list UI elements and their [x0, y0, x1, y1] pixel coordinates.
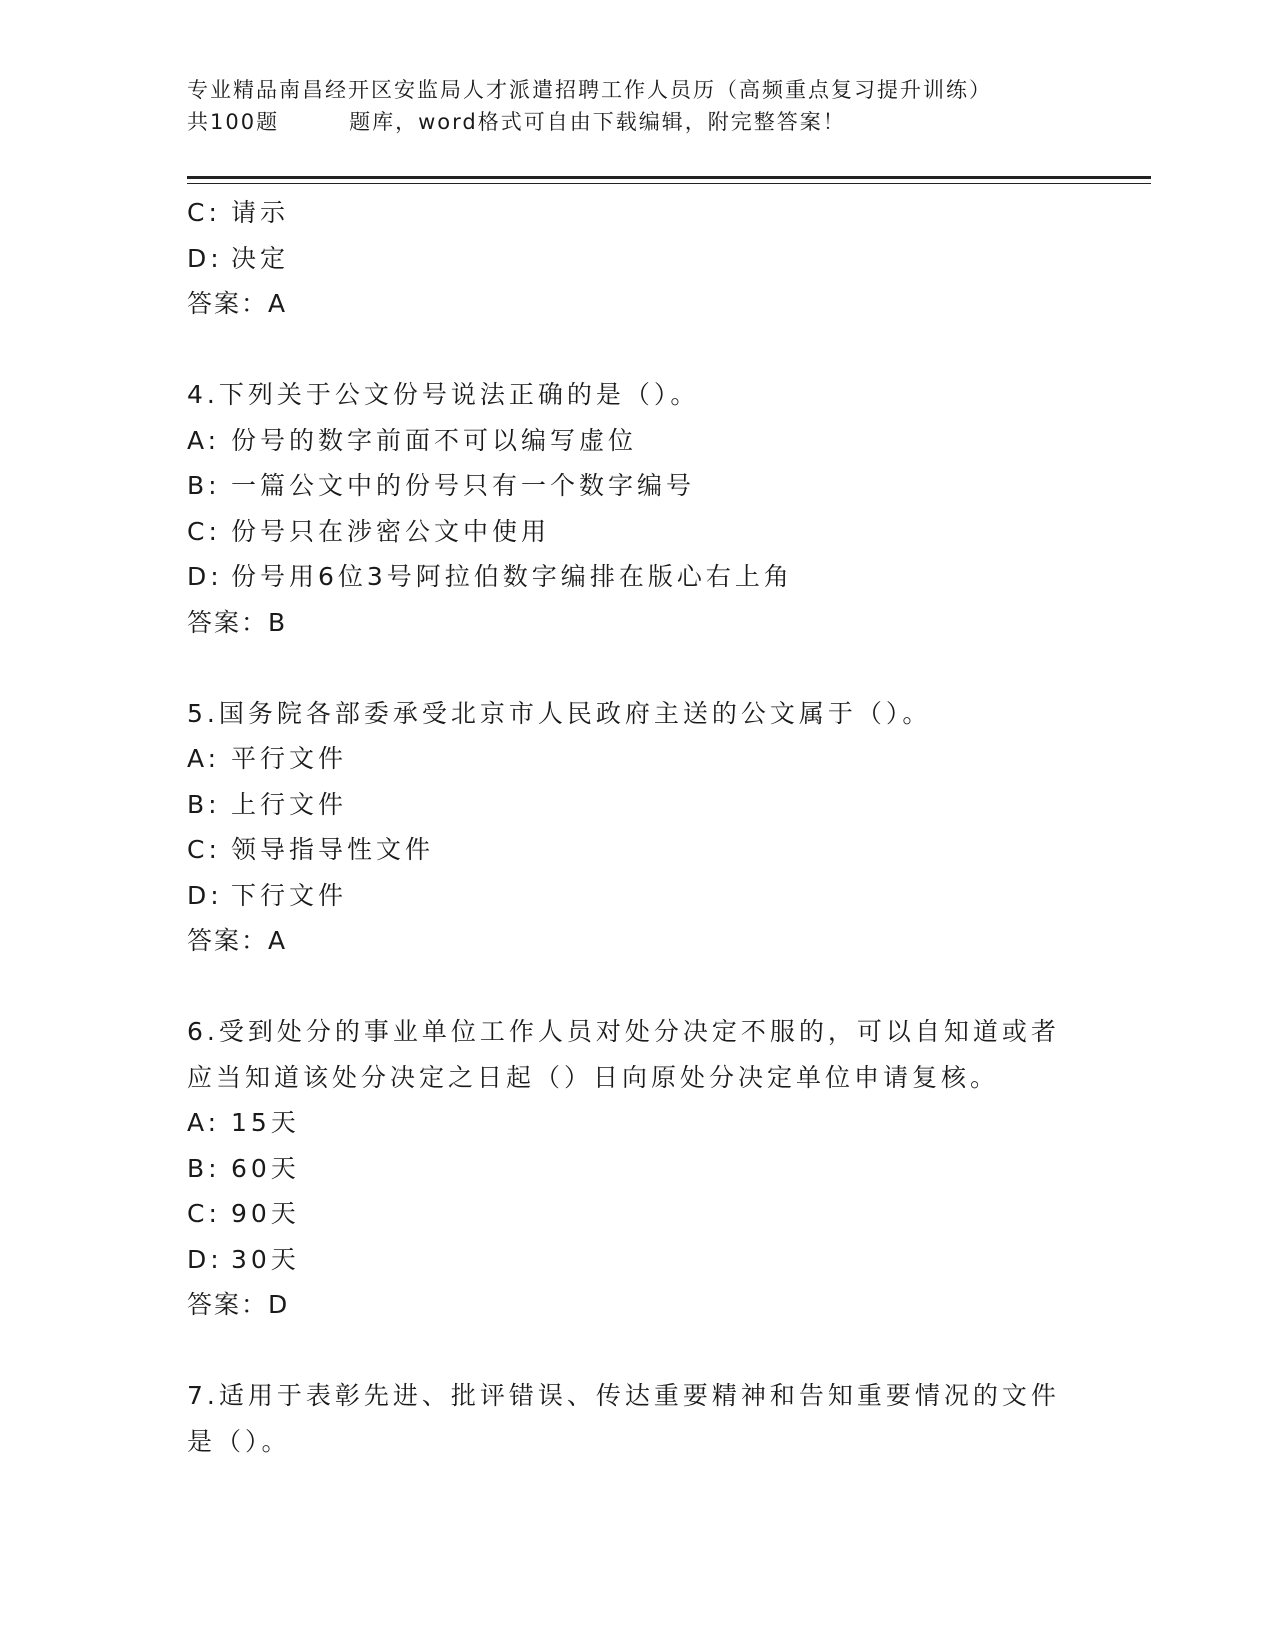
option-label: C: [187, 835, 221, 864]
option-label: A: [187, 1108, 221, 1137]
q4-option-b [187, 463, 1087, 509]
option-label: A: [187, 744, 221, 773]
q7-title-line2: 是（）。 [187, 1426, 291, 1456]
header-title: 专业精品南昌经开区安监局人才派遣招聘工作人员历（高频重点复习提升训练） [187, 78, 992, 102]
q4-option-a [187, 418, 1087, 464]
q3-option-c [187, 190, 1087, 236]
header-divider-thick [187, 176, 1151, 179]
q3-option-d [187, 236, 1087, 282]
q5-option-c [187, 827, 1087, 873]
q6-title-line1: 6.受到处分的事业单位工作人员对处分决定不服的，可以自知道或者 [187, 1017, 1060, 1046]
option-text: 份号只在涉密公文中使用 [231, 516, 551, 546]
option-text: 60天 [231, 1153, 300, 1183]
header-subtitle [187, 106, 1087, 138]
q5-title: 5.国务院各部委承受北京市人民政府主送的公文属于（）。 [187, 698, 932, 728]
option-text: 请示 [231, 198, 290, 227]
option-text: 份号的数字前面不可以编写虚位 [231, 425, 638, 455]
option-label: A: [187, 425, 221, 455]
option-text: 一篇公文中的份号只有一个数字编号 [231, 471, 696, 500]
option-label: C: [187, 1199, 221, 1228]
q5-answer: 答案：A [187, 926, 288, 955]
option-label: B: [187, 1153, 221, 1183]
q6-option-a [187, 1100, 1087, 1146]
q5-option-b [187, 782, 1087, 828]
option-text: 15天 [231, 1108, 300, 1137]
option-text: 领导指导性文件 [231, 835, 435, 864]
q4-option-c [187, 509, 1087, 555]
q6-title-line2: 应当知道该处分决定之日起（）日向原处分决定单位申请复核。 [187, 1062, 1000, 1092]
option-text: 上行文件 [231, 789, 348, 819]
document-header [187, 74, 1087, 138]
option-text: 份号用6位3号阿拉伯数字编排在版心右上角 [231, 562, 793, 591]
option-label: D: [187, 243, 223, 273]
header-count: 共100题 [187, 110, 280, 134]
q7-title-line1: 7.适用于表彰先进、批评错误、传达重要精神和告知重要情况的文件 [187, 1381, 1060, 1410]
option-text: 下行文件 [231, 880, 348, 910]
option-text: 90天 [231, 1199, 300, 1228]
q6-option-b [187, 1146, 1087, 1192]
header-note: 题库，word格式可自由下载编辑，附完整答案！ [349, 110, 846, 134]
option-label: B: [187, 471, 221, 500]
q4-answer: 答案：B [187, 607, 288, 637]
option-label: C: [187, 198, 221, 227]
q6-answer: 答案：D [187, 1290, 290, 1319]
option-label: B: [187, 789, 221, 819]
header-divider-thin [187, 183, 1151, 184]
option-label: D: [187, 562, 223, 591]
q4-option-d [187, 554, 1087, 600]
q5-option-a [187, 736, 1087, 782]
option-label: D: [187, 880, 223, 910]
option-text: 平行文件 [231, 744, 348, 773]
option-label: D: [187, 1244, 223, 1274]
q4-title: 4.下列关于公文份号说法正确的是（）。 [187, 380, 700, 409]
q6-option-c [187, 1191, 1087, 1237]
q5-option-d [187, 873, 1087, 919]
q6-option-d [187, 1237, 1087, 1283]
option-text: 30天 [231, 1244, 300, 1274]
option-label: C: [187, 516, 221, 546]
option-text: 决定 [231, 243, 290, 273]
q3-answer: 答案：A [187, 289, 288, 318]
question-list [187, 190, 1087, 1464]
